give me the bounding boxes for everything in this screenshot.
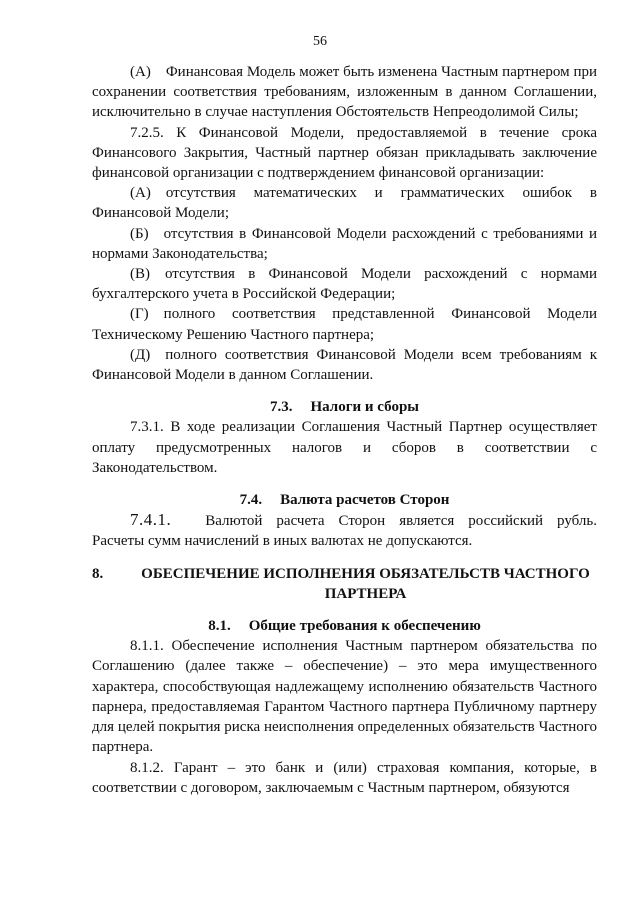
section-heading-8 <box>92 564 597 604</box>
item-number: 7.4.1. <box>130 510 172 530</box>
paragraph-8-1-2: 8.1.2. Гарант – это банк и (или) страховая компания, которые, в соответствии с договором, заключаемым с Частным партнером, обязуются <box>92 759 597 796</box>
paragraph-8-1-1: 8.1.1. Обеспечение исполнения Частным партнером обязательства по Соглашению (далее также – обеспечение) – это мера имущественного характера, способствующая надлежащему исполнению обязательств Частного парнера, предоставляемая Гарантом Частного партнера Публичному партнеру для целей покрытия риска неисполнения определенных обязательств Частного партнера. <box>92 638 597 756</box>
section-heading-7-3 <box>92 397 597 417</box>
list-item-a: (А) отсутствия математических и грамматических ошибок в Финансовой Модели; <box>92 185 597 222</box>
list-item-d: (Д) полного соответствия Финансовой Модели всем требованиям к Финансовой Модели в данном Соглашении. <box>92 346 597 384</box>
section-title: ОБЕСПЕЧЕНИЕ ИСПОЛНЕНИЯ ОБЯЗАТЕЛЬСТВ ЧАСТНОГО ПАРТНЕРА <box>141 565 590 602</box>
section-heading-8-1 <box>92 616 597 636</box>
list-item-v: (В) отсутствия в Финансовой Модели расхождений с нормами бухгалтерского учета в Российской Федерации; <box>92 266 597 303</box>
section-title: Налоги и сборы <box>310 399 419 416</box>
paragraph-7-2-5: 7.2.5. К Финансовой Модели, предоставляемой в течение срока Финансового Закрытия, Частный партнер обязан прикладывать заключение финансовой организации с подтверждением финансовой организации: <box>92 124 597 182</box>
page-number: 56 <box>313 34 327 49</box>
section-heading-7-4 <box>92 490 597 510</box>
paragraph-7-4-1 <box>92 510 597 551</box>
page-body <box>92 62 597 798</box>
item-text: Валютой расчета Сторон является российский рубль. Расчеты сумм начислений в иных валютах не допускаются. <box>92 513 597 550</box>
section-title: Валюта расчетов Сторон <box>280 492 450 509</box>
section-number: 8. <box>92 565 104 582</box>
paragraph-a-financial-model: (А) Финансовая Модель может быть изменена Частным партнером при сохранении соответствия требованиям, изложенным в данном Соглашении, исключительно в случае наступления Обстоятельств Непреодолимой Силы; <box>92 64 597 121</box>
paragraph-7-3-1: 7.3.1. В ходе реализации Соглашения Частный Партнер осуществляет оплату предусмотренных налогов и сборов в соответствии с Законодательством. <box>92 419 597 476</box>
section-number: 8.1. <box>208 618 231 635</box>
list-item-b: (Б) отсутствия в Финансовой Модели расхождений с требованиями и нормами Законодательства; <box>92 225 597 262</box>
section-title: Общие требования к обеспечению <box>248 618 481 635</box>
section-number: 7.3. <box>269 399 293 416</box>
list-item-g: (Г) полного соответствия представленной Финансовой Модели Техническому Решению Частного партнера; <box>92 306 597 343</box>
section-number: 7.4. <box>239 492 263 509</box>
